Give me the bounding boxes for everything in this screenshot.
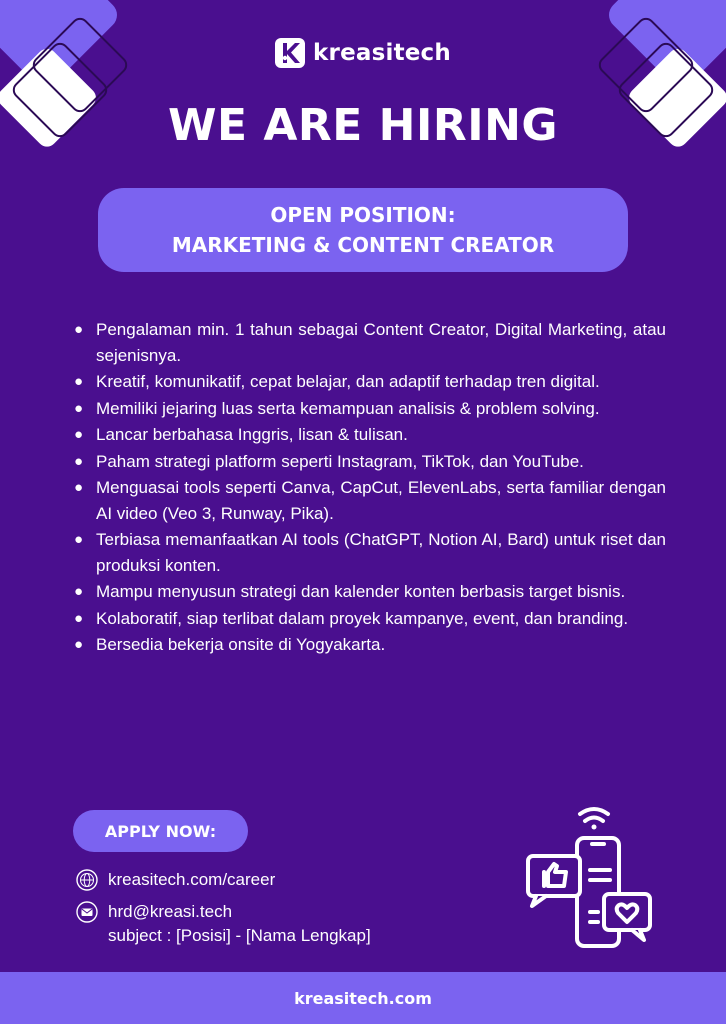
bullet-icon: ● xyxy=(74,321,84,338)
bullet-icon: ● xyxy=(74,479,84,496)
bullet-icon: ● xyxy=(74,531,84,548)
requirements-list xyxy=(70,317,666,659)
bullet-icon: ● xyxy=(74,399,84,417)
list-item: ● Kreatif, komunikatif, cepat belajar, dan adaptif terhadap tren digital. xyxy=(70,369,666,395)
open-position-card xyxy=(98,188,628,272)
bullet-icon: ● xyxy=(74,609,84,627)
apply-now-button[interactable]: APPLY NOW: xyxy=(73,810,248,852)
list-item: ● Kolaboratif, siap terlibat dalam proyek kampanye, event, dan branding. xyxy=(70,606,666,632)
bullet-icon: ● xyxy=(74,452,84,470)
brand-logo xyxy=(0,38,726,68)
bullet-icon: ● xyxy=(74,373,84,390)
email-contact xyxy=(76,900,371,948)
email-link[interactable]: hrd@kreasi.tech xyxy=(108,902,233,921)
position-title: MARKETING & CONTENT CREATOR xyxy=(171,233,555,257)
brand-name: kreasitech xyxy=(313,40,451,66)
list-item: ● Lancar berbahasa Inggris, lisan & tulisan. xyxy=(70,422,666,448)
list-item: ● Bersedia bekerja onsite di Yogyakarta. xyxy=(70,632,666,658)
globe-icon xyxy=(76,869,98,891)
list-item: ● Terbiasa memanfaatkan AI tools (ChatGPT, Notion AI, Bard) untuk riset dan produksi konten. xyxy=(70,527,666,578)
list-item: ● Pengalaman min. 1 tahun sebagai Content Creator, Digital Marketing, atau sejenisnya. xyxy=(70,317,666,368)
k-logo-icon xyxy=(275,38,305,68)
list-item: ● Menguasai tools seperti Canva, CapCut, ElevenLabs, serta familiar dengan AI video (Veo 3, Runway, Pika). xyxy=(70,475,666,526)
position-label: OPEN POSITION: xyxy=(270,203,456,227)
page-title: WE ARE HIRING xyxy=(167,100,559,151)
envelope-icon xyxy=(76,901,98,923)
website-link[interactable]: kreasitech.com/career xyxy=(108,870,276,889)
list-item: ● Memiliki jejaring luas serta kemampuan analisis & problem solving. xyxy=(70,396,666,422)
bullet-icon: ● xyxy=(74,636,84,653)
list-item: ● Mampu menyusun strategi dan kalender konten berbasis target bisnis. xyxy=(70,579,666,605)
list-item: ● Paham strategi platform seperti Instagram, TikTok, dan YouTube. xyxy=(70,449,666,475)
footer-website[interactable]: kreasitech.com xyxy=(0,972,726,1024)
bullet-icon: ● xyxy=(74,583,84,600)
bullet-icon: ● xyxy=(74,426,84,443)
phone-social-media-icon xyxy=(522,800,662,950)
email-subject: subject : [Posisi] - [Nama Lengkap] xyxy=(108,926,371,945)
website-contact[interactable] xyxy=(76,868,275,892)
